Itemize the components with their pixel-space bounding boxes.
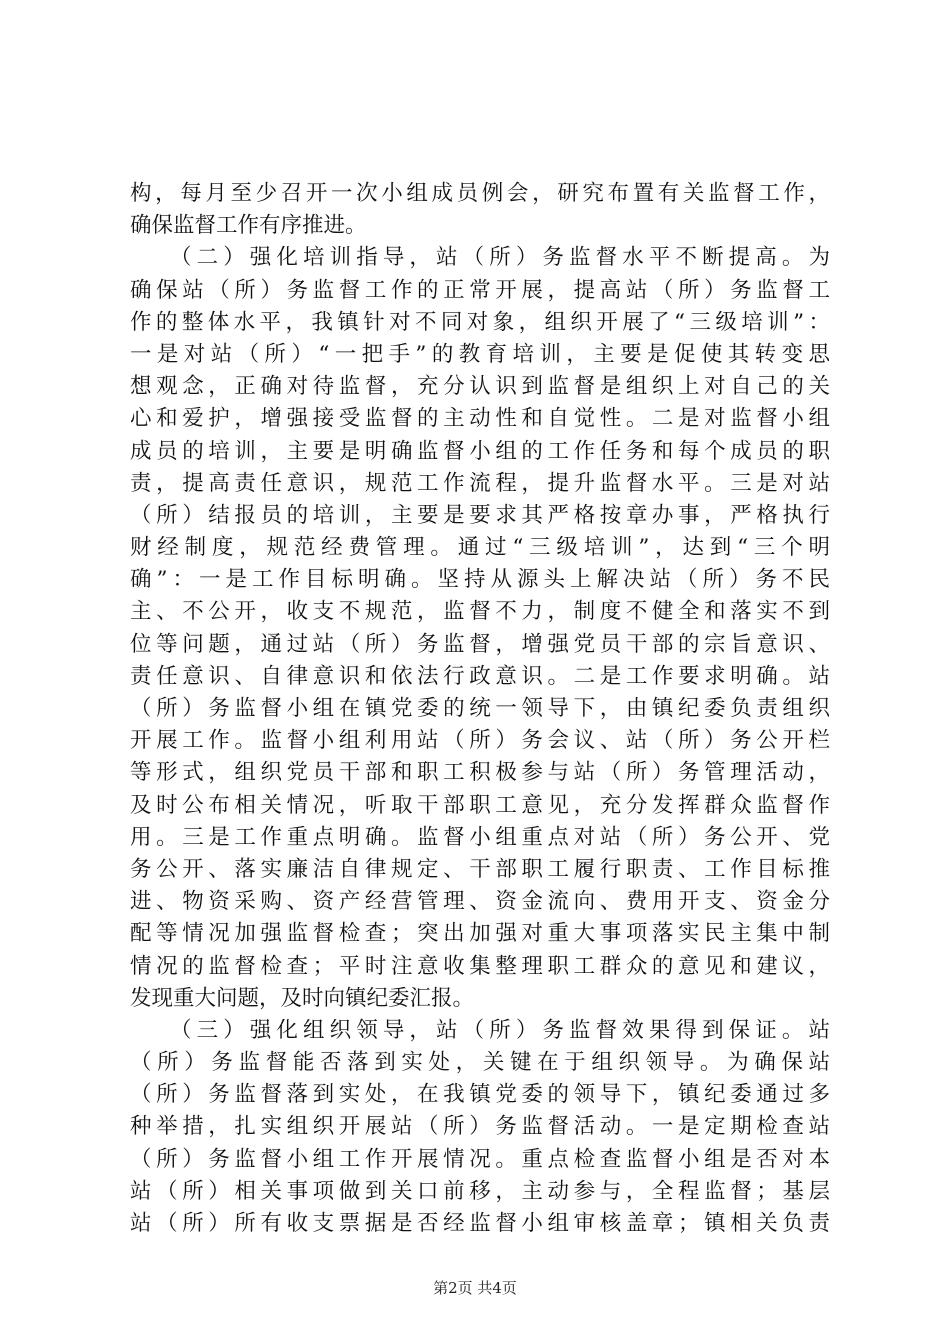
text-line: 确”：一是工作目标明确。坚持从源头上解决站（所）务不民 <box>130 567 830 593</box>
text-line: 等形式，组织党员干部和职工积极参与站（所）务管理活动， <box>130 760 830 786</box>
text-line: 及时公布相关情况，听取干部职工意见，充分发挥群众监督作 <box>130 792 830 818</box>
text-line: （所）结报员的培训，主要是要求其严格按章办事，严格执行 <box>130 502 830 528</box>
text-line: （所）务监督小组在镇党委的统一领导下，由镇纪委负责组织 <box>130 696 830 721</box>
text-line: 种举措，扎实组织开展站（所）务监督活动。一是定期检查站 <box>130 1114 830 1140</box>
text-line: 配等情况加强监督检查；突出加强对重大事项落实民主集中制 <box>130 921 830 947</box>
text-line: 用。三是工作重点明确。监督小组重点对站（所）务公开、党 <box>130 824 830 850</box>
text-line: 发现重大问题，及时向镇纪委汇报。 <box>130 985 475 1011</box>
text-line: 想观念，正确对待监督，充分认识到监督是组织上对自己的关 <box>130 374 830 400</box>
text-line: 务公开、落实廉洁自律规定、干部职工履行职责、工作目标推 <box>130 856 830 882</box>
text-line: 成员的培训，主要是明确监督小组的工作任务和每个成员的职 <box>130 438 830 464</box>
text-line: （二）强化培训指导，站（所）务监督水平不断提高。为 <box>170 245 830 271</box>
text-line: 确保监督工作有序推进。 <box>130 213 367 239</box>
document-body <box>130 178 830 1240</box>
text-line: （所）务监督能否落到实处，关键在于组织领导。为确保站 <box>130 1050 830 1076</box>
text-line: 确保站（所）务监督工作的正常开展，提高站（所）务监督工 <box>130 277 830 303</box>
text-line: 站（所）相关事项做到关口前移，主动参与，全程监督；基层 <box>130 1178 830 1204</box>
text-line: （所）务监督小组工作开展情况。重点检查监督小组是否对本 <box>130 1146 830 1172</box>
text-line: （三）强化组织领导，站（所）务监督效果得到保证。站 <box>170 1017 830 1043</box>
page-number-footer: 第2页 共4页 <box>433 1279 517 1297</box>
text-line: 构，每月至少召开一次小组成员例会，研究布置有关监督工作， <box>130 181 830 206</box>
text-line: 进、物资采购、资产经营管理、资金流向、费用开支、资金分 <box>130 889 830 915</box>
text-line: 开展工作。监督小组利用站（所）务会议、站（所）务公开栏 <box>130 728 830 754</box>
text-line: 责，提高责任意识，规范工作流程，提升监督水平。三是对站 <box>130 470 830 496</box>
text-line: （所）务监督落到实处，在我镇党委的领导下，镇纪委通过多 <box>130 1082 830 1108</box>
text-line: 情况的监督检查；平时注意收集整理职工群众的意见和建议， <box>130 953 830 979</box>
text-line: 心和爱护，增强接受监督的主动性和自觉性。二是对监督小组 <box>130 406 830 432</box>
text-line: 站（所）所有收支票据是否经监督小组审核盖章；镇相关负责 <box>130 1211 830 1236</box>
text-line: 财经制度，规范经费管理。通过“三级培训”，达到“三个明 <box>130 535 830 561</box>
text-line: 主、不公开，收支不规范，监督不力，制度不健全和落实不到 <box>130 599 830 625</box>
text-line: 位等问题，通过站（所）务监督，增强党员干部的宗旨意识、 <box>130 631 830 657</box>
text-line: 责任意识、自律意识和依法行政意识。二是工作要求明确。站 <box>130 663 830 689</box>
text-line: 作的整体水平，我镇针对不同对象，组织开展了“三级培训”： <box>130 309 830 335</box>
text-line: 一是对站（所）“一把手”的教育培训，主要是促使其转变思 <box>130 341 830 367</box>
